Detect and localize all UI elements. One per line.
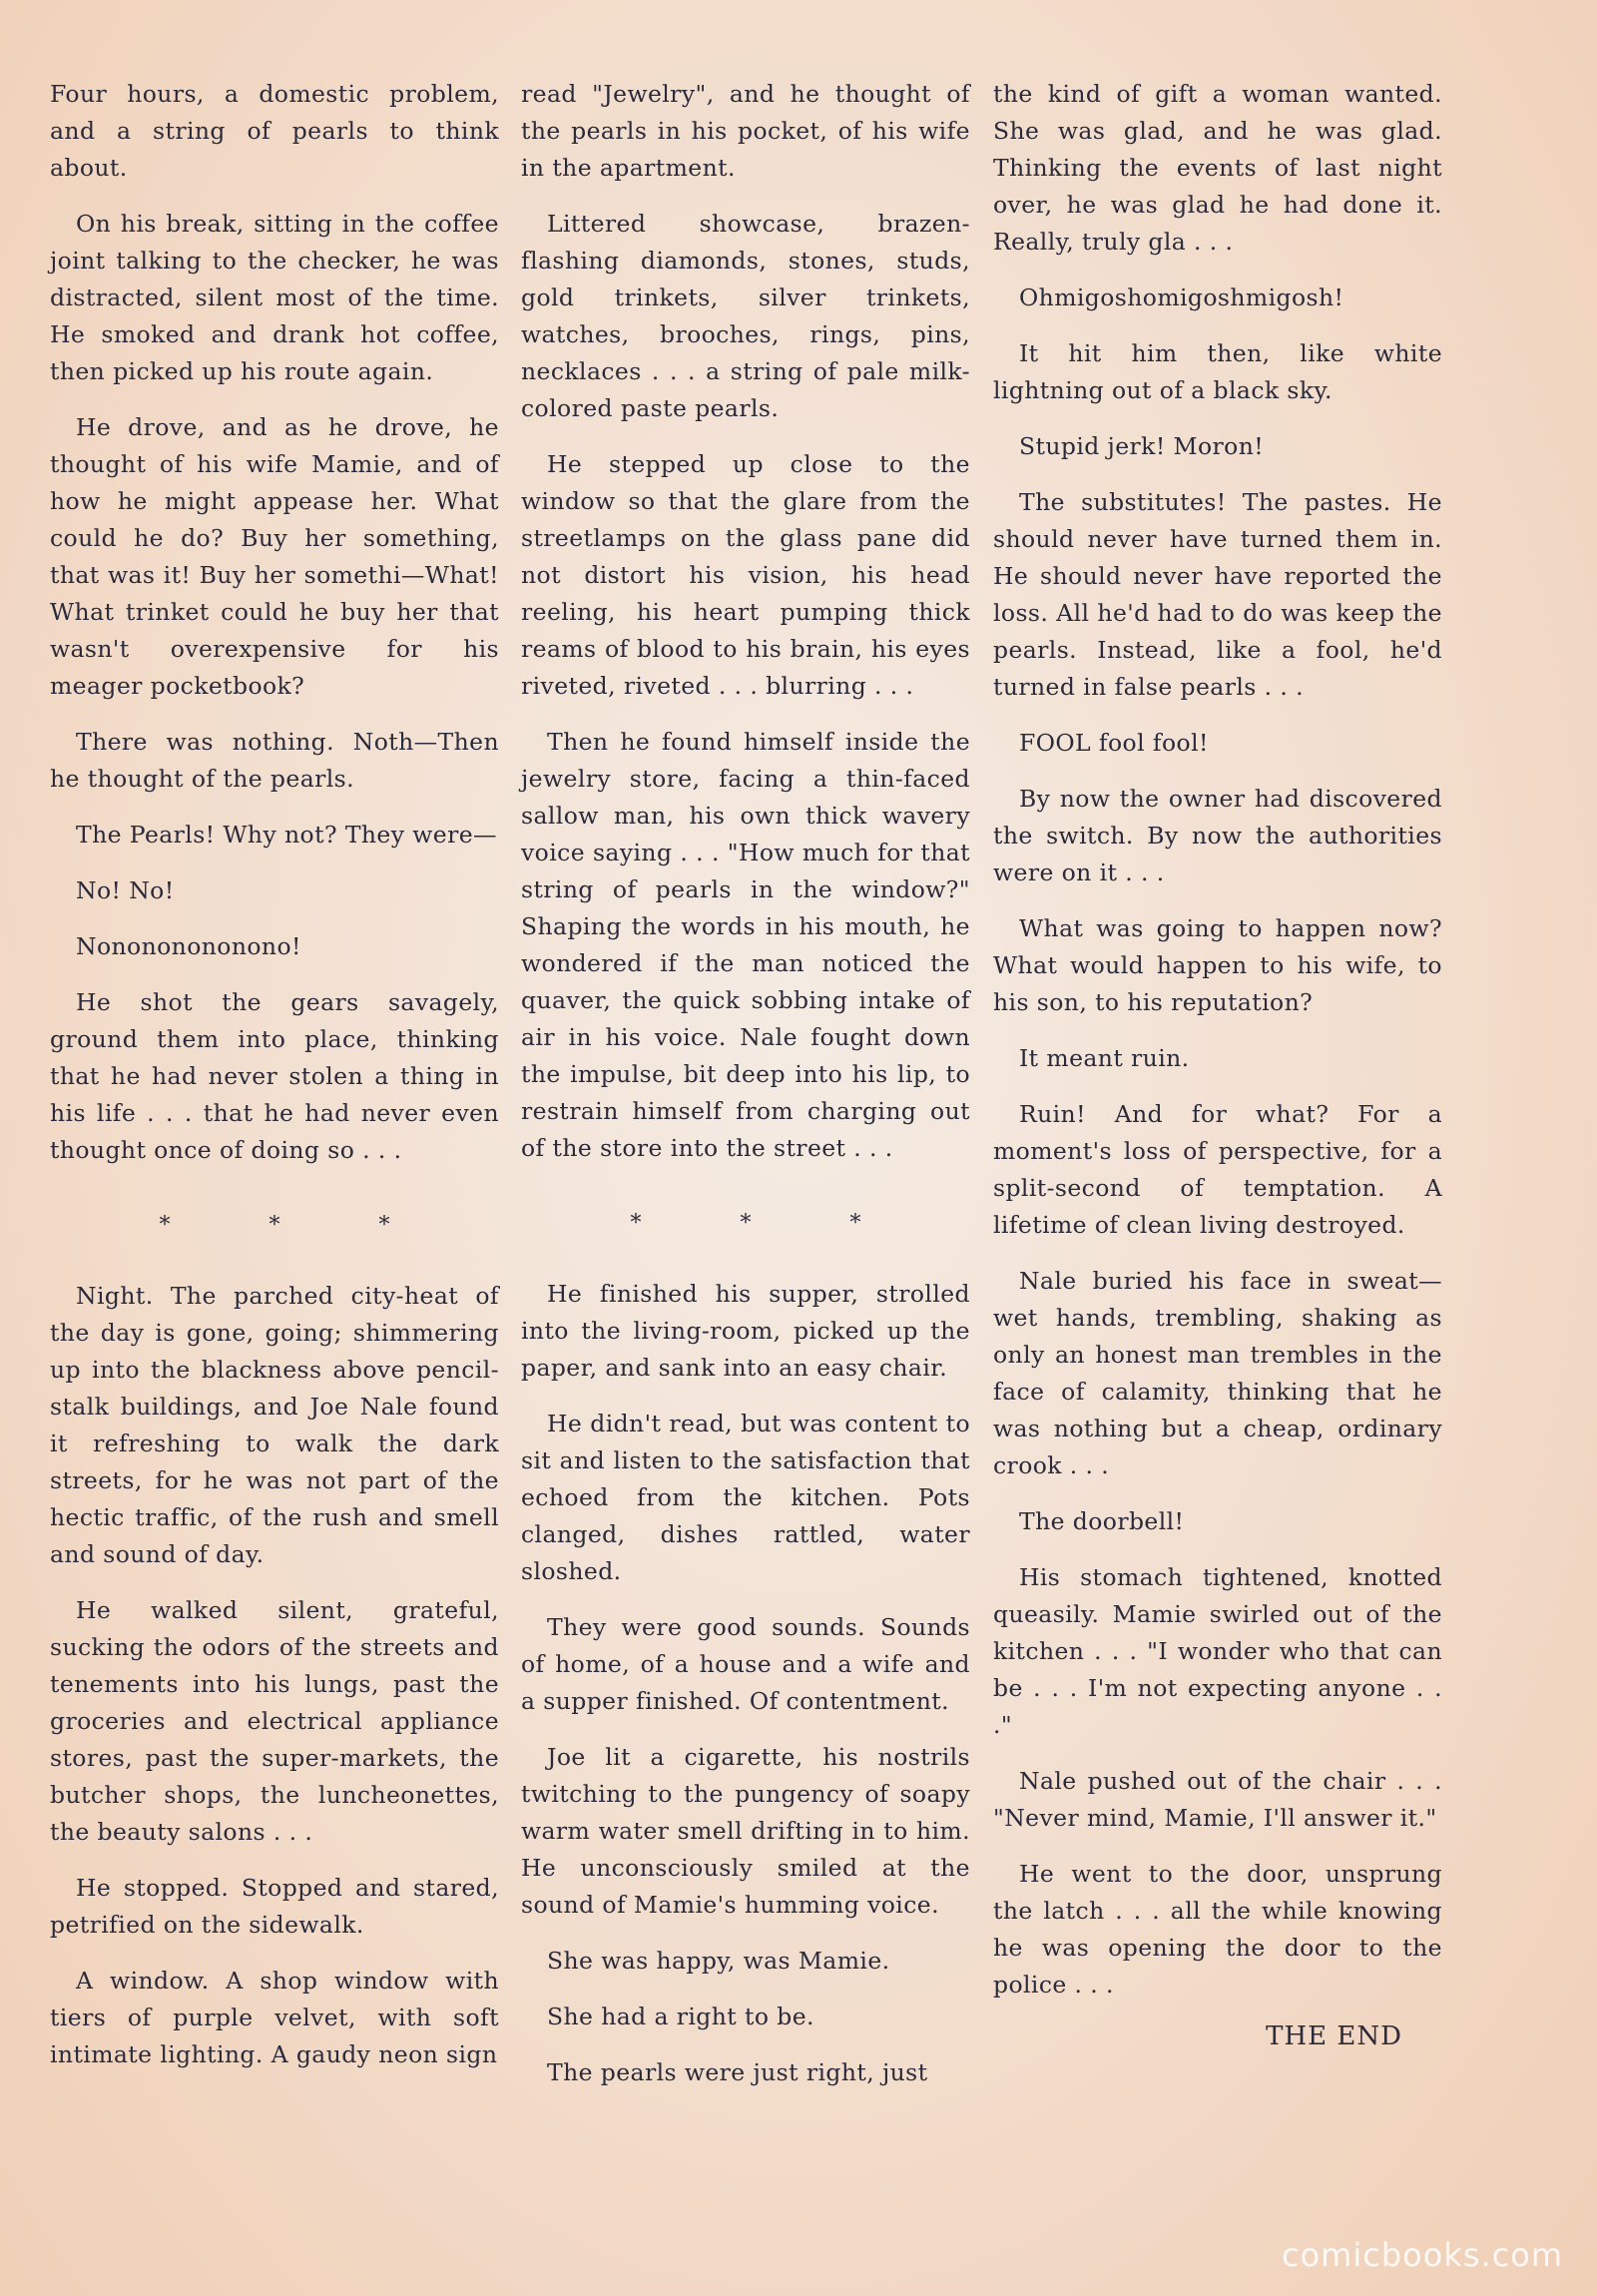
paragraph: Joe lit a cigarette, his nostrils twitching to the pungency of soapy warm water smell drifting in to him. He unconsciously smiled at the sound of Mamie's humming voice.	[521, 1743, 970, 1919]
section-break: * * *	[630, 1211, 907, 1236]
paragraph: He walked silent, grateful, sucking the odors of the streets and tenements into his lungs, past the groceries and electrical appliance stores, past the super-markets, the butcher shops, the luncheonettes, the beauty salons . . .	[50, 1596, 499, 1846]
paragraph: A window. A shop window with tiers of purple velvet, with soft intimate lighting. A gaudy neon sign	[50, 1967, 499, 2068]
paragraph: Four hours, a domestic problem, and a string of pearls to think about.	[50, 80, 499, 182]
paragraph: Ruin! And for what? For a moment's loss of perspective, for a split-second of temptation. A lifetime of clean living destroyed.	[993, 1100, 1442, 1239]
paragraph: The doorbell!	[1019, 1507, 1185, 1535]
paragraph: There was nothing. Noth—Then he thought of the pearls.	[50, 728, 499, 793]
paragraph: By now the owner had discovered the switch. By now the authorities were on it . . .	[993, 785, 1442, 886]
paragraph: Nonononononono!	[76, 932, 301, 960]
paragraph: Ohmigoshomigoshmigosh!	[1019, 284, 1344, 311]
paragraph: The pearls were just right, just	[547, 2058, 928, 2086]
paragraph: On his break, sitting in the coffee joint talking to the checker, he was distracted, silent most of the time. He smoked and drank hot coffee, then picked up his route again.	[50, 210, 499, 385]
paragraph: The substitutes! The pastes. He should never have turned them in. He should never have reported the loss. All he'd had to do was keep the pearls. Instead, like a fool, he'd turned in false pearls . . .	[993, 488, 1442, 701]
paragraph: Stupid jerk! Moron!	[1019, 432, 1265, 460]
paragraph: No! No!	[76, 876, 175, 904]
paragraph: read "Jewelry", and he thought of the pearls in his pocket, of his wife in the apartment.	[521, 80, 970, 182]
paragraph: His stomach tightened, knotted queasily. Mamie swirled out of the kitchen . . . "I wonder who that can be . . . I'm not expecting anyone . . ."	[993, 1563, 1442, 1739]
section-break: * * *	[159, 1213, 436, 1238]
paragraph: Littered showcase, brazen-flashing diamonds, stones, studs, gold trinkets, silver trinkets, watches, brooches, rings, pins, necklaces . . . a string of pale milk-colored paste pearls.	[521, 210, 970, 422]
site-watermark: comicbooks.com	[1281, 2236, 1563, 2274]
paragraph: He shot the gears savagely, ground them into place, thinking that he had never stolen a thing in his life . . . that he had never even thought once of doing so . . .	[50, 988, 499, 1164]
paragraph: Nale buried his face in sweat—wet hands, trembling, shaking as only an honest man trembles in the face of calamity, thinking that he was nothing but a cheap, ordinary crook . . .	[993, 1267, 1442, 1479]
text-column-2	[521, 76, 970, 2091]
text-column-3	[993, 76, 1442, 2051]
paragraph: She was happy, was Mamie.	[547, 1947, 890, 1975]
paragraph: Then he found himself inside the jewelry store, facing a thin-faced sallow man, his own thick wavery voice saying . . . "How much for that string of pearls in the window?" Shaping the words in his mouth, he wondered if the man noticed the quaver, the quick sobbing intake of air in his voice. Nale fought down the impulse, bit deep into his lip, to restrain himself from charging out of the store into the street . . .	[521, 728, 970, 1162]
paragraph: FOOL fool fool!	[1019, 729, 1209, 757]
paragraph: What was going to happen now? What would happen to his wife, to his son, to his reputation?	[993, 914, 1442, 1016]
paragraph: He stepped up close to the window so that the glare from the streetlamps on the glass pane did not distort his vision, his head reeling, his heart pumping thick reams of blood to his brain, his eyes riveted, riveted . . . blurring . . .	[521, 450, 970, 700]
paragraph: He went to the door, unsprung the latch . . . all the while knowing he was opening the door to the police . . .	[993, 1860, 1442, 1999]
paragraph: the kind of gift a woman wanted. She was glad, and he was glad. Thinking the events of last night over, he was glad he had done it. Really, truly gla . . .	[993, 80, 1442, 256]
paragraph: He didn't read, but was content to sit and listen to the satisfaction that echoed from the kitchen. Pots clanged, dishes rattled, water sloshed.	[521, 1410, 970, 1585]
text-column-1	[50, 76, 499, 2073]
paragraph: He stopped. Stopped and stared, petrified on the sidewalk.	[50, 1874, 499, 1939]
paragraph: Night. The parched city-heat of the day is gone, going; shimmering up into the blackness above pencil-stalk buildings, and Joe Nale found it refreshing to walk the dark streets, for he was not part of the hectic traffic, of the rush and smell and sound of day.	[50, 1282, 499, 1568]
paragraph: It hit him then, like white lightning out of a black sky.	[993, 339, 1442, 404]
paragraph: It meant ruin.	[1019, 1044, 1190, 1072]
the-end-label: THE END	[1266, 2021, 1402, 2051]
paragraph: He finished his supper, strolled into the living-room, picked up the paper, and sank into an easy chair.	[521, 1280, 970, 1382]
paragraph: She had a right to be.	[547, 2003, 814, 2030]
paragraph: Nale pushed out of the chair . . . "Never mind, Mamie, I'll answer it."	[993, 1767, 1442, 1832]
paragraph: They were good sounds. Sounds of home, of a house and a wife and a supper finished. Of contentment.	[521, 1613, 970, 1715]
paragraph: The Pearls! Why not? They were—	[76, 821, 497, 849]
paragraph: He drove, and as he drove, he thought of his wife Mamie, and of how he might appease her. What could he do? Buy her something, that was it! Buy her somethi—What! What trinket could he buy her that wasn't overexpensive for his meager pocketbook?	[50, 413, 499, 700]
